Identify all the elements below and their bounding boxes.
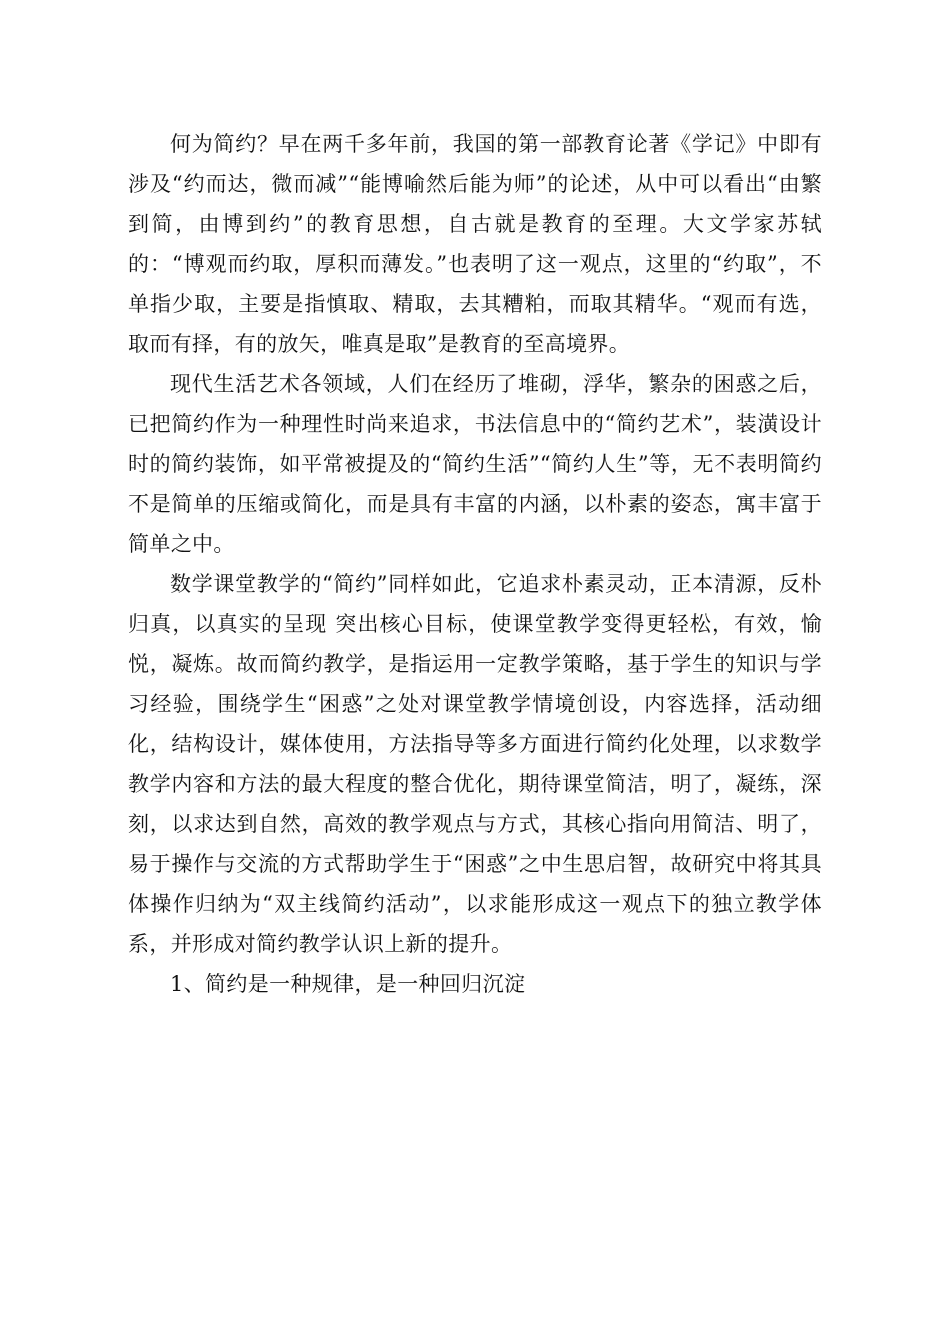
paragraph-1: 何为简约？早在两千多年前，我国的第一部教育论著《学记》中即有涉及“约而达，微而减”“能博喻然后能为师”的论述，从中可以看出“由繁到简，由博到约”的教育思想，自古就是教育的至理。大文学家苏轼的：“博观而约取，厚积而薄发。”也表明了这一观点，这里的“约取”，不单指少取，主要是指慎取、精取，去其糟粕，而取其精华。“观而有选，取而有择，有的放矢，唯真是取”是教育的至高境界。 [128,132,822,356]
document-body [128,124,822,1004]
paragraph-3: 数学课堂教学的“简约”同样如此，它追求朴素灵动，正本清源，反朴归真，以真实的呈现 突出核心目标，使课堂教学变得更轻松，有效，愉悦，凝炼。故而简约教学，是指运用一定教学策略，基于学生的知识与学习经验，围绕学生“困惑”之处对课堂教学情境创设，内容选择，活动细化，结构设计，媒体使用，方法指导等多方面进行简约化处理，以求数学教学内容和方法的最大程度的整合优化，期待课堂简洁，明了，凝练，深刻，以求达到自然，高效的教学观点与方式，其核心指向用简洁、明了，易于操作与交流的方式帮助学生于“困惑”之中生思启智，故研究中将其具体操作归纳为“双主线简约活动”，以求能形成这一观点下的独立教学体系，并形成对简约教学认识上新的提升。 [128,572,822,956]
section-heading: 1、简约是一种规律，是一种回归沉淀 [170,972,526,996]
paragraph-2: 现代生活艺术各领域，人们在经历了堆砌，浮华，繁杂的困惑之后，已把简约作为一种理性时尚来追求，书法信息中的“简约艺术”，装潢设计时的简约装饰，如平常被提及的“简约生活”“简约人生”等，无不表明简约不是简单的压缩或简化，而是具有丰富的内涵，以朴素的姿态，寓丰富于简单之中。 [128,372,822,556]
